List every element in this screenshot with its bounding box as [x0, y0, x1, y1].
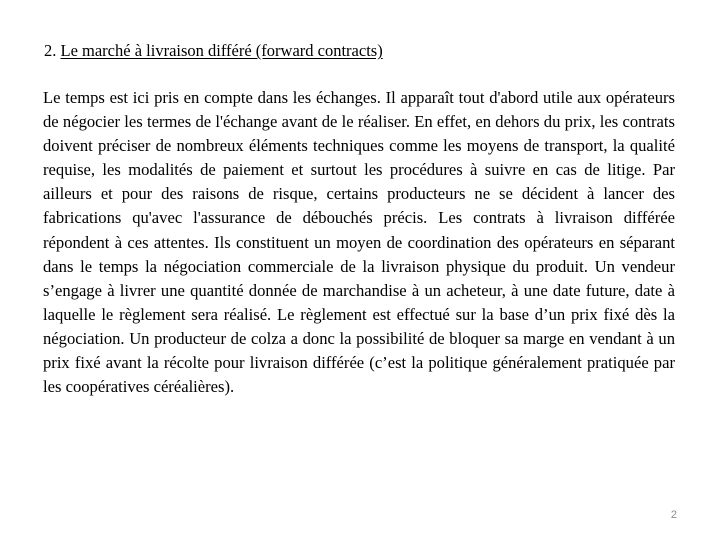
section-number: 2. — [44, 41, 57, 60]
section-title: Le marché à livraison différé (forward contracts) — [60, 41, 383, 60]
page-number: 2 — [670, 509, 677, 521]
body-paragraph: Le temps est ici pris en compte dans les échanges. Il apparaît tout d'abord utile aux opérateurs de négocier les termes de l'échange avant de le réaliser. En effet, en dehors du prix, les contrats doivent préciser de nombreux éléments techniques comme les moyens de transport, la qualité requise, les modalités de paiement et surtout les procédures à suivre en cas de litige. Par ailleurs et pour des raisons de risque, certains producteurs ne se décident à lancer des fabrications qu'avec l'assurance de débouchés précis. Les contrats à livraison différée répondent à ces attentes. Ils constituent un moyen de coordination des opérateurs en séparant dans le temps la négociation commerciale de la livraison physique du produit. Un vendeur s’engage à livrer une quantité donnée de marchandise à un acheteur, à une date future, date à laquelle le règlement sera réalisé. Le règlement est effectué sur la base d’un prix fixé dès la négociation. Un producteur de colza a donc la possibilité de bloquer sa marge en vendant à un prix fixé avant la récolte pour livraison différée (c’est la politique généralement pratiquée par les coopératives céréalières). — [43, 88, 675, 397]
section-heading — [44, 40, 383, 62]
